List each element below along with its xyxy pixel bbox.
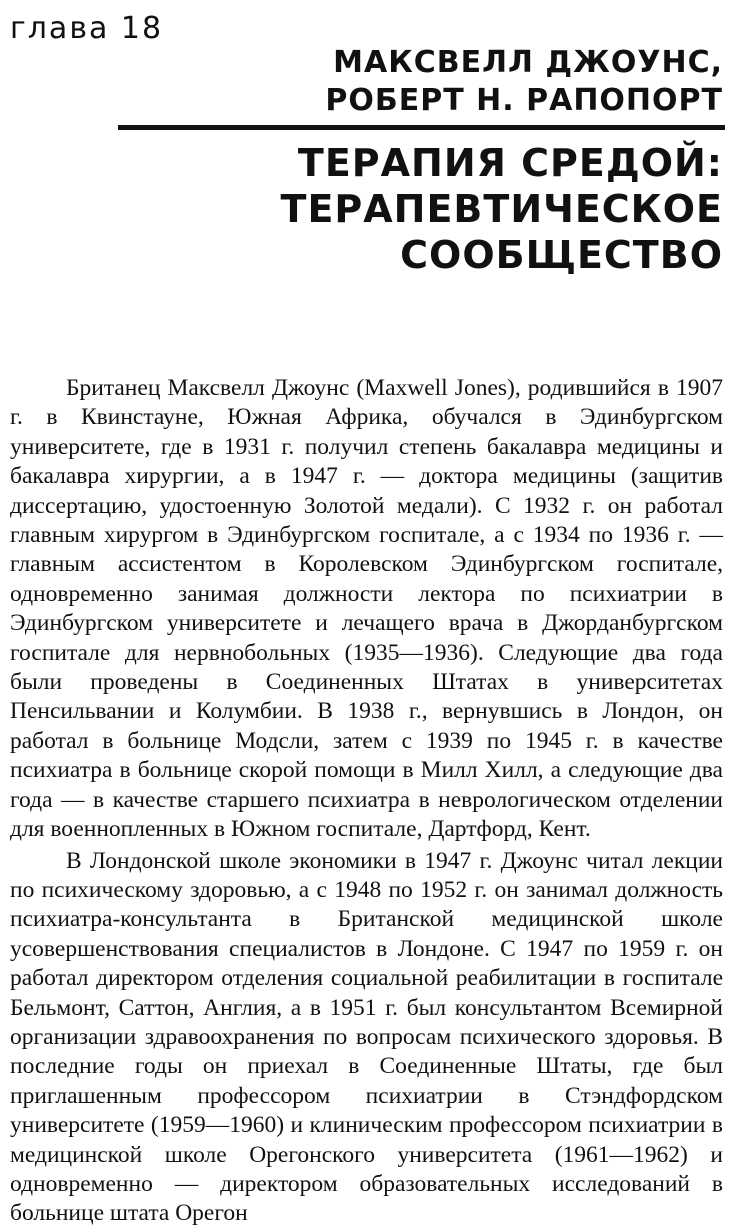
authors-block <box>325 44 723 120</box>
chapter-title <box>281 140 723 278</box>
title-divider <box>118 125 725 130</box>
paragraph: В Лондонской школе экономики в 1947 г. Джоунс читал лекции по психическому здоровью, а с 1948 по 1952 г. он занимал должность психиатра-консультанта в Британской медицинской школе усовершенствования специалистов в Лондоне. С 1947 по 1959 г. он работал директором отделения социальной реабилитации в госпитале Бельмонт, Саттон, Англия, а в 1951 г. был консультантом Всемирной организации здравоохранения по вопросам психического здоровья. В последние годы он приехал в Соединенные Штаты, где был приглашенным профессором психиатрии в Стэндфордском университете (1959—1960) и клиническим профессором психиатрии в медицинской школе Орегонского университета (1961—1962) и одновременно — директором образовательных исследований в больнице штата Орегон <box>10 847 723 1227</box>
body-text <box>10 374 723 1229</box>
title-line: ТЕРАПИЯ СРЕДОЙ: <box>297 141 723 185</box>
author-name: МАКСВЕЛЛ ДЖОУНС, <box>333 45 723 80</box>
author-name: РОБЕРТ Н. РАПОПОРТ <box>325 83 723 118</box>
chapter-label: глава 18 <box>10 11 164 46</box>
title-line: ТЕРАПЕВТИЧЕСКОЕ <box>280 187 723 231</box>
paragraph: Британец Максвелл Джоунс (Maxwell Jones), родившийся в 1907 г. в Квинстауне, Южная Африка, обучался в Эдинбургском университете, где в 1931 г. получил степень бакалавра медицины и бакалавра хирургии, а в 1947 г. — доктора медицины (защитив диссертацию, удостоенную Золотой медали). С 1932 г. он работал главным хирургом в Эдинбургском госпитале, а с 1934 по 1936 г. — главным ассистентом в Королевском Эдинбургском госпитале, одновременно занимая должности лектора по психиатрии в Эдинбургском университете и лечащего врача в Джорданбургском госпитале для нервнобольных (1935—1936). Следующие два года были проведены в Соединенных Штатах в университетах Пенсильвании и Колумбии. В 1938 г., вернувшись в Лондон, он работал в больнице Модсли, затем с 1939 по 1945 г. в качестве психиатра в больнице скорой помощи в Милл Хилл, а следующие два года — в качестве старшего психиатра в неврологическом отделении для военнопленных в Южном госпитале, Дартфорд, Кент. <box>10 375 723 843</box>
title-line: СООБЩЕСТВО <box>400 233 723 277</box>
